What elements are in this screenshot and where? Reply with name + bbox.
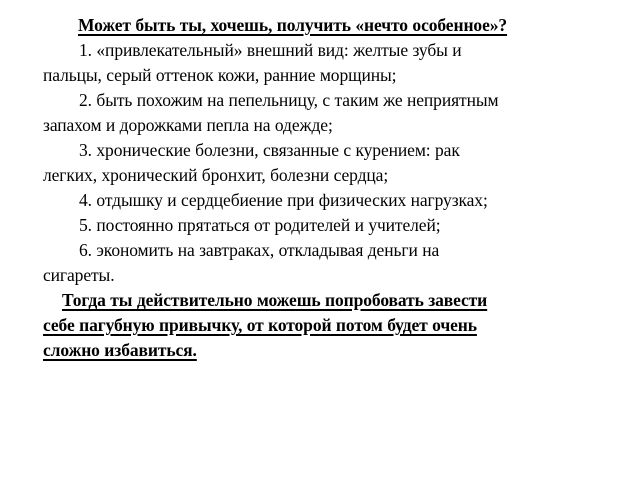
closing-text: Тогда ты действительно можешь попробовать завести себе пагубную привычку, от которой потом будет очень сложно избавиться. [43,290,488,360]
list-item-1-text: 1. «привлекательный» внешний вид: желтые зубы и пальцы, серый оттенок кожи, ранние морщины; [43,40,462,85]
heading-text: Может быть ты, хочешь, получить «нечто особенное»? [78,15,508,35]
list-item-6-text: 6. экономить на завтраках, откладывая деньги на сигареты. [43,240,440,285]
text-body [43,13,513,363]
closing-paragraph [43,288,513,363]
list-item-3-text: 3. хронические болезни, связанные с курением: рак легких, хронический бронхит, болезни сердца; [43,140,460,185]
list-item-6 [43,238,513,288]
list-item-1 [43,38,513,88]
list-item-5 [43,213,513,238]
list-item-3 [43,138,513,188]
list-item-5-text: 5. постоянно прятаться от родителей и учителей; [79,215,441,235]
heading-paragraph [43,13,513,38]
list-item-4 [43,188,513,213]
list-item-2-text: 2. быть похожим на пепельницу, с таким же неприятным запахом и дорожками пепла на одежде; [43,90,499,135]
list-item-4-text: 4. отдышку и сердцебиение при физических нагрузках; [79,190,488,210]
list-item-2 [43,88,513,138]
